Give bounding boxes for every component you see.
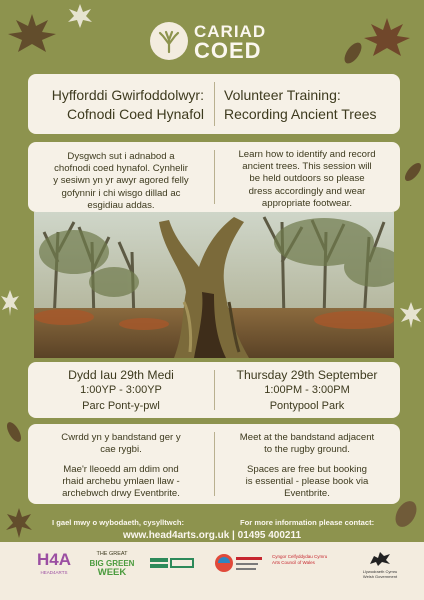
- contact-details-link[interactable]: www.head4arts.org.uk | 01495 400211: [122, 530, 302, 541]
- partner-logo-arts: [214, 548, 264, 583]
- partner-logo-stripes: [150, 554, 194, 579]
- intro-welsh-line: esgidiau addas.: [87, 199, 155, 211]
- leaf-icon: [398, 300, 424, 330]
- info-line: cae rygbi.: [100, 444, 142, 456]
- leaf-icon: [66, 2, 94, 30]
- event-welsh-place: Parc Pont-y-pwl: [82, 400, 160, 412]
- info-line: archebwch drwy Eventbrite.: [62, 488, 180, 500]
- event-english-day: Thursday 29th September: [236, 368, 378, 382]
- info-line: Eventbrite.: [284, 488, 330, 500]
- info-english-booking: [222, 464, 392, 501]
- intro-welsh-line: Dysgwch sut i adnabod a: [67, 151, 175, 162]
- green-week-line3: WEEK: [97, 567, 127, 578]
- intro-welsh: [36, 151, 206, 212]
- event-welsh-time: 1:00YP - 3:00YP: [80, 384, 162, 396]
- event-panel: [28, 362, 400, 418]
- info-line: Spaces are free but booking: [246, 464, 367, 475]
- contact-label-welsh: I gael mwy o wybodaeth, cysylltwch:: [52, 518, 185, 527]
- welsh-government-text: Llywodraeth Cymru Welsh Government: [362, 569, 398, 579]
- green-week-line1: THE GREAT: [96, 551, 128, 557]
- partner-logos: [0, 544, 424, 600]
- intro-english-line: ancient trees. This session will: [242, 161, 372, 173]
- intro-welsh-line: gofynnir i chi wisgo dillad ac: [61, 187, 181, 199]
- arts-logo-icon: [214, 548, 264, 578]
- title-panel: [28, 74, 400, 134]
- h4a-logo-sub: HEAD4ARTS: [40, 570, 68, 575]
- welsh-dragon-icon: [368, 548, 392, 568]
- stripes-logo-icon: [150, 554, 194, 574]
- info-line: Mae'r lleoedd am ddim ond: [63, 464, 179, 475]
- event-welsh-day: Dydd Iau 29th Medi: [68, 368, 174, 382]
- great-big-green-week-logo: [86, 550, 138, 577]
- welsh-government-logo: [362, 548, 398, 579]
- intro-panel: [28, 142, 400, 212]
- contact-label-english: For more information please contact:: [240, 518, 375, 527]
- info-line: Cwrdd yn y bandstand ger y: [61, 432, 181, 443]
- leaf-icon: [340, 40, 366, 66]
- arts-council-of-wales-logo: [272, 554, 336, 566]
- title-english: [224, 86, 377, 124]
- intro-welsh-line: chofnodi coed hynafol. Cynhelir: [54, 163, 188, 175]
- title-english-line2: Recording Ancient Trees: [224, 106, 377, 122]
- leaf-icon: [362, 16, 412, 60]
- leaf-icon: [404, 160, 422, 184]
- info-panel: [28, 424, 400, 504]
- intro-english-line: appropriate footwear.: [261, 197, 353, 209]
- brand-line2: COED: [194, 38, 262, 63]
- leaf-icon: [4, 420, 24, 444]
- info-line: to the rugby ground.: [264, 444, 350, 456]
- event-english-place: Pontypool Park: [269, 400, 345, 412]
- ancient-tree-photo: [34, 212, 394, 358]
- title-welsh: [52, 86, 204, 124]
- acw-welsh: Cyngor Celfyddydau Cymru: [272, 554, 328, 559]
- info-english-meet: [222, 432, 392, 456]
- title-welsh-line1: Hyfforddi Gwirfoddolwyr:: [51, 87, 204, 103]
- info-welsh-booking: [36, 464, 206, 501]
- info-line: Meet at the bandstand adjacent: [239, 432, 375, 443]
- intro-english: [222, 149, 392, 210]
- green-week-line2: BIG GREEN: [89, 559, 135, 568]
- title-english-line1: Volunteer Training:: [224, 87, 341, 103]
- intro-english-line: Learn how to identify and record: [238, 149, 376, 160]
- cariad-coed-logo: [150, 18, 274, 64]
- intro-english-line: dress accordingly and wear: [248, 185, 366, 197]
- brand-line1: CARIAD: [194, 22, 267, 41]
- leaf-icon: [6, 12, 58, 56]
- h4a-logo: [34, 550, 74, 575]
- acw-english: Arts Council of Wales: [272, 560, 315, 565]
- tree-logo-icon: [150, 22, 188, 60]
- intro-english-line: be held outdoors so please: [249, 173, 365, 185]
- info-line: rhaid archebu ymlaen llaw -: [62, 476, 180, 488]
- h4a-logo-text: H4A: [36, 550, 71, 569]
- title-welsh-line2: Cofnodi Coed Hynafol: [67, 106, 204, 122]
- intro-welsh-line: y sesiwn yn yr awyr agored felly: [53, 175, 189, 187]
- info-welsh-meet: [36, 432, 206, 456]
- event-english-time: 1:00PM - 3:00PM: [264, 384, 350, 396]
- info-line: is essential - please book via: [245, 476, 369, 488]
- leaf-icon: [0, 288, 20, 318]
